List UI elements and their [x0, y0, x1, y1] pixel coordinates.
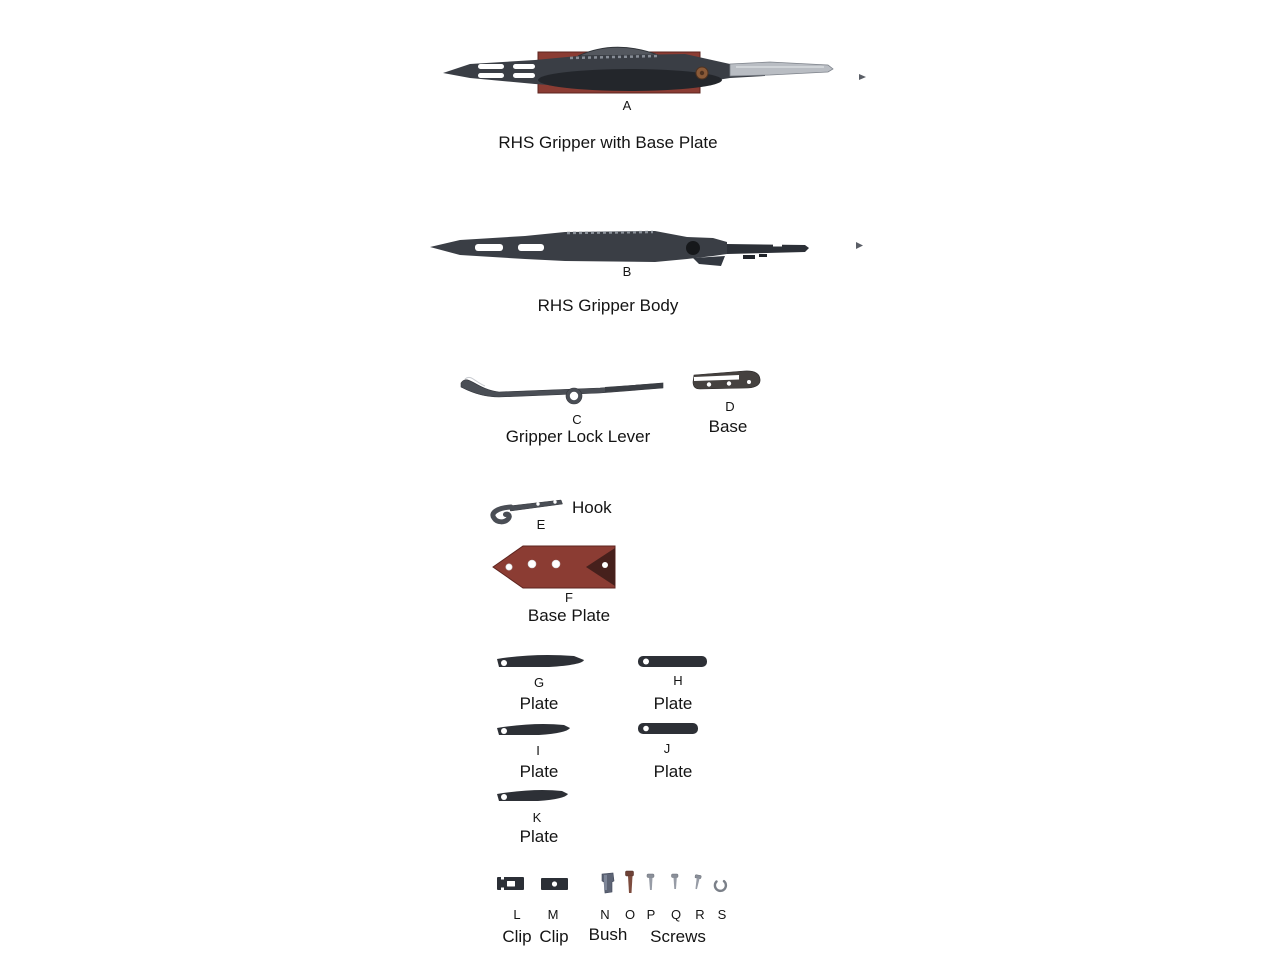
hook-hole [553, 500, 556, 503]
fork-slot [513, 64, 535, 69]
plate-strip [497, 655, 584, 667]
part-i-caption: Plate [519, 762, 559, 781]
base-hole [747, 380, 751, 384]
hook-hole [536, 502, 539, 505]
part-f-caption: Base Plate [527, 606, 611, 625]
screws-caption: Screws [650, 927, 706, 946]
part-e-caption: Hook [572, 498, 612, 517]
part-l-letter: L [513, 907, 521, 922]
part-r-letter: R [695, 907, 705, 922]
plate-hole [506, 564, 512, 570]
part-o-letter: O [624, 907, 636, 922]
part-g-caption: Plate [519, 694, 559, 713]
fork-slot [475, 244, 503, 251]
part-q-letter: Q [670, 907, 682, 922]
part-m-caption: Clip [539, 927, 569, 946]
hook-image [487, 494, 569, 528]
part-s-letter: S [717, 907, 727, 922]
screw-head [672, 874, 679, 878]
part-k-caption: Plate [519, 827, 559, 846]
plate-strip [497, 724, 570, 735]
clip-m-image [538, 874, 572, 894]
screw-q-image [669, 873, 680, 892]
fork-slot [513, 73, 535, 78]
edge-artifact [859, 74, 866, 80]
base-plate-image [490, 542, 620, 590]
plate-hole [528, 560, 536, 568]
detail-mark [743, 255, 755, 259]
circlip-ring [715, 881, 726, 891]
screw-shaft [674, 878, 677, 890]
part-d-letter: D [725, 399, 735, 414]
plate-h-image [636, 652, 710, 674]
part-c-caption: Gripper Lock Lever [505, 427, 651, 446]
plate-strip [497, 790, 568, 801]
part-d-caption: Base [708, 417, 748, 436]
gripper-lock-lever-image [455, 366, 670, 408]
circlip-s-image [710, 876, 730, 895]
part-l-caption: Clip [502, 927, 532, 946]
gripper-handle-hump [578, 47, 658, 56]
serration-marks [567, 232, 653, 233]
pivot-hole [686, 241, 700, 255]
plate-hole [602, 562, 608, 568]
rhs-gripper-with-base-plate-image [430, 38, 875, 108]
strip-hole [643, 659, 649, 665]
part-n-caption: Bush [588, 925, 628, 944]
screw-head [647, 874, 654, 878]
part-p-letter: P [646, 907, 656, 922]
copper-screw-center [700, 71, 704, 75]
screw-tilted [693, 875, 701, 890]
strip-hole [501, 728, 507, 734]
part-i-letter: I [536, 743, 540, 758]
fork-slot [478, 64, 504, 69]
detail-mark [759, 254, 767, 257]
base-hole [727, 381, 731, 385]
clip-hole [552, 881, 557, 886]
screw-shaft [649, 878, 653, 891]
plate-g-image [494, 652, 590, 674]
part-k-letter: K [532, 810, 542, 825]
gripper-body-shape [430, 231, 727, 262]
base-hole [707, 382, 711, 386]
plate-i-image [494, 720, 574, 742]
part-a-letter: A [622, 98, 632, 113]
bar-notch [773, 244, 782, 247]
plate-j-image [636, 720, 700, 740]
strip-hole [643, 726, 649, 732]
rear-bar [727, 244, 809, 254]
screw-head [626, 871, 634, 876]
screw-r-image [691, 874, 704, 893]
clip-notch [501, 888, 504, 891]
plate-k-image [494, 786, 572, 808]
part-j-letter: J [663, 741, 671, 756]
part-n-letter: N [600, 907, 610, 922]
screw-p-image [645, 873, 656, 893]
screw-shaft [628, 876, 633, 893]
hook-curl [493, 507, 511, 522]
part-f-letter: F [565, 590, 573, 605]
clip-notch [501, 877, 504, 880]
fork-slot [478, 73, 504, 78]
strip-hole [501, 794, 507, 800]
screw-o-image [623, 870, 636, 896]
rhs-gripper-body-image [425, 222, 870, 274]
blade-holder [730, 62, 833, 76]
part-c-letter: C [572, 412, 582, 427]
part-h-letter: H [673, 673, 683, 688]
edge-artifact [856, 242, 863, 249]
clip-l-image [494, 874, 528, 894]
part-j-caption: Plate [653, 762, 693, 781]
clip-hole [507, 881, 515, 887]
part-h-caption: Plate [653, 694, 693, 713]
fork-slot [518, 244, 544, 251]
part-b-letter: B [622, 264, 632, 279]
base-image [690, 366, 768, 396]
part-m-letter: M [547, 907, 559, 922]
lever-dark-end [605, 383, 663, 392]
part-a-caption: RHS Gripper with Base Plate [498, 133, 718, 152]
part-g-letter: G [533, 675, 545, 690]
lever-ring-hole [570, 392, 578, 400]
strip-hole [501, 660, 507, 666]
part-e-letter: E [536, 517, 546, 532]
bush-body [602, 873, 614, 893]
plate-hole [552, 560, 560, 568]
part-b-caption: RHS Gripper Body [537, 296, 679, 315]
gripper-belly-shade [538, 69, 722, 91]
screw-shaft [695, 878, 700, 889]
bush-image [598, 871, 618, 897]
bush-highlight [604, 875, 607, 890]
